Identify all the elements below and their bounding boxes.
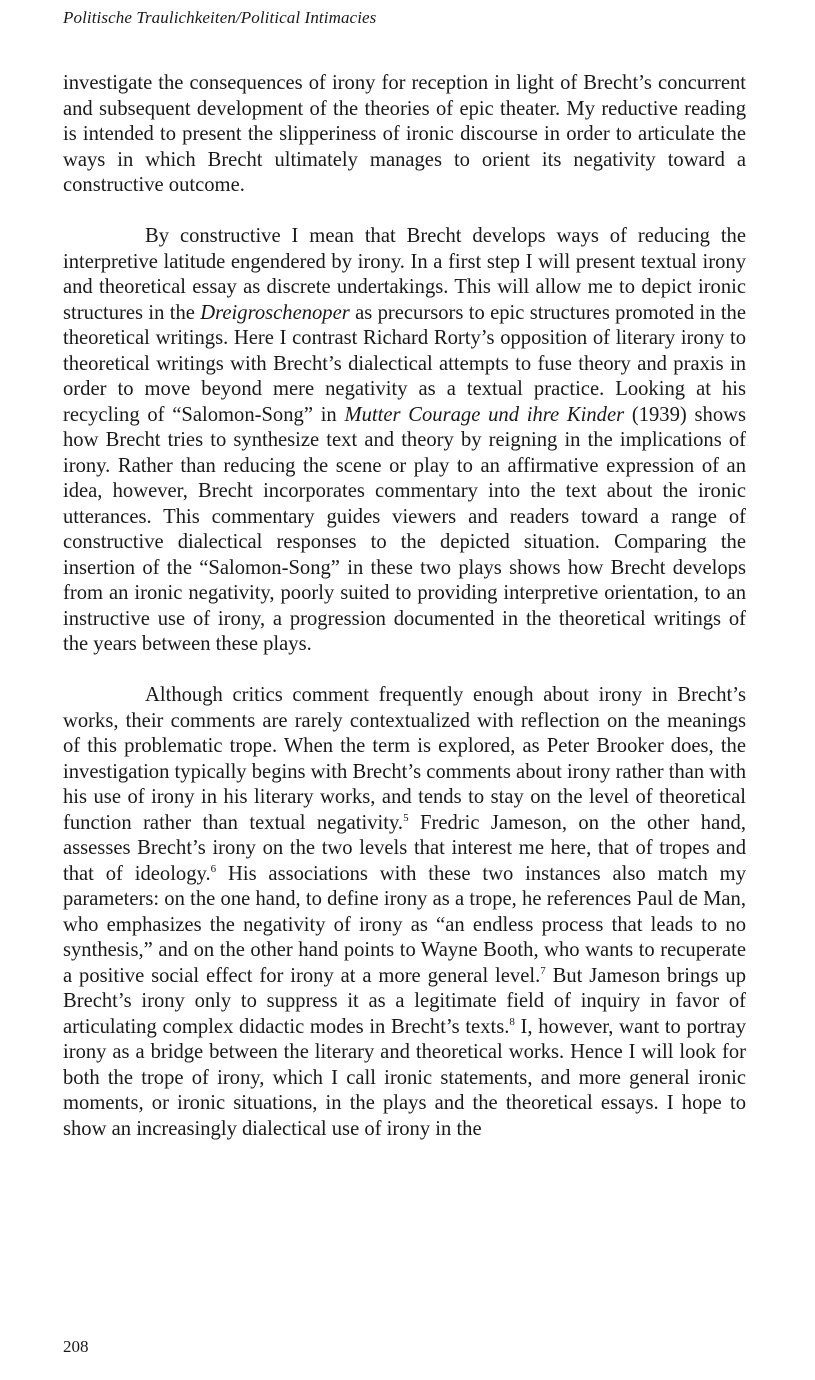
- body-text: [63, 71, 746, 1168]
- running-head: Politische Traulichkeiten/Political Intimacies: [63, 8, 377, 27]
- paragraph-2-text-b: as precursors to epic structures promoted in the theoretical writings. Here I contrast Richard Rorty’s opposition of literary irony to theoretical writings with Brecht’s dialectical attempts to fuse theory and praxis in order to move beyond mere negativity as a textual practice. Looking at his recycling of “Salomon-Song” in: [63, 301, 746, 426]
- title-dreigroschenoper: Dreigroschenoper: [200, 301, 350, 324]
- footnote-ref-8: 8: [509, 1015, 515, 1028]
- paragraph-3-text-e: I, however, want to portray irony as a bridge between the literary and theoretical works. Hence I will look for both the trope of irony, which I call ironic statements, and more general ironic moments, or ironic situations, in the plays and the theoretical essays. I hope to show an increasingly dialectical use of irony in the: [63, 1015, 746, 1140]
- paragraph-1: [63, 71, 746, 199]
- page-number: 208: [63, 1337, 89, 1356]
- paragraph-3-text-a: Although critics comment frequently enough about irony in Brecht’s works, their comments are rarely contextualized with reflection on the meanings of this problematic trope. When the term is explored, as Peter Brooker does, the investigation typically begins with Brecht’s comments about irony rather than with his use of irony in his literary works, and tends to stay on the level of theoretical function rather than textual negativity.: [63, 684, 746, 834]
- title-mutter-courage: Mutter Courage und ihre Kinder: [344, 403, 625, 426]
- footnote-ref-7: 7: [540, 964, 546, 977]
- footnote-ref-6: 6: [210, 862, 217, 875]
- paragraph-1-text: investigate the consequences of irony for reception in light of Brecht’s concurrent and subsequent development of the theories of epic theater. My reductive reading is intended to present the slipperiness of ironic discourse in order to articulate the ways in which Brecht ultimately manages to orient its negativity toward a constructive outcome.: [63, 72, 746, 196]
- paragraph-3-text-b: Fredric Jameson, on the other hand, assesses Brecht’s irony on the two levels that interest me here, that of tropes and that of ideology.: [63, 811, 746, 885]
- paragraph-2: [63, 224, 746, 658]
- footnote-ref-5: 5: [403, 811, 409, 824]
- paragraph-2-text-c: (1939) shows how Brecht tries to synthesize text and theory by reigning in the implications of irony. Rather than reducing the scene or play to an affirmative expression of an idea, however, Brecht incorporates commentary into the text about the ironic utterances. This commentary guides viewers and readers toward a range of constructive dialectical responses to the depicted situation. Comparing the insertion of the “Salomon-Song” in these two plays shows how Brecht develops from an ironic negativity, poorly suited to providing interpretive orientation, to an instructive use of irony, a progression documented in the theoretical writings of the years between these plays.: [63, 403, 746, 655]
- paragraph-3-text-d: But Jameson brings up Brecht’s irony only to suppress it as a legitimate field of inquiry in favor of articulating complex didactic modes in Brecht’s texts.: [63, 964, 747, 1038]
- paragraph-2-text-a: By constructive I mean that Brecht develops ways of reducing the interpretive latitude engendered by irony. In a first step I will present textual irony and theoretical essay as discrete undertakings. This will allow me to depict ironic structures in the: [63, 225, 746, 324]
- paragraph-3-text-c: His associations with these two instances also match my parameters: on the one hand, to define irony as a trope, he references Paul de Man, who emphasizes the negativity of irony as “an endless process that leads to no synthesis,” and on the other hand points to Wayne Booth, who wants to recuperate a positive social effect for irony at a more general level.: [63, 862, 747, 987]
- paragraph-3: [63, 683, 746, 1142]
